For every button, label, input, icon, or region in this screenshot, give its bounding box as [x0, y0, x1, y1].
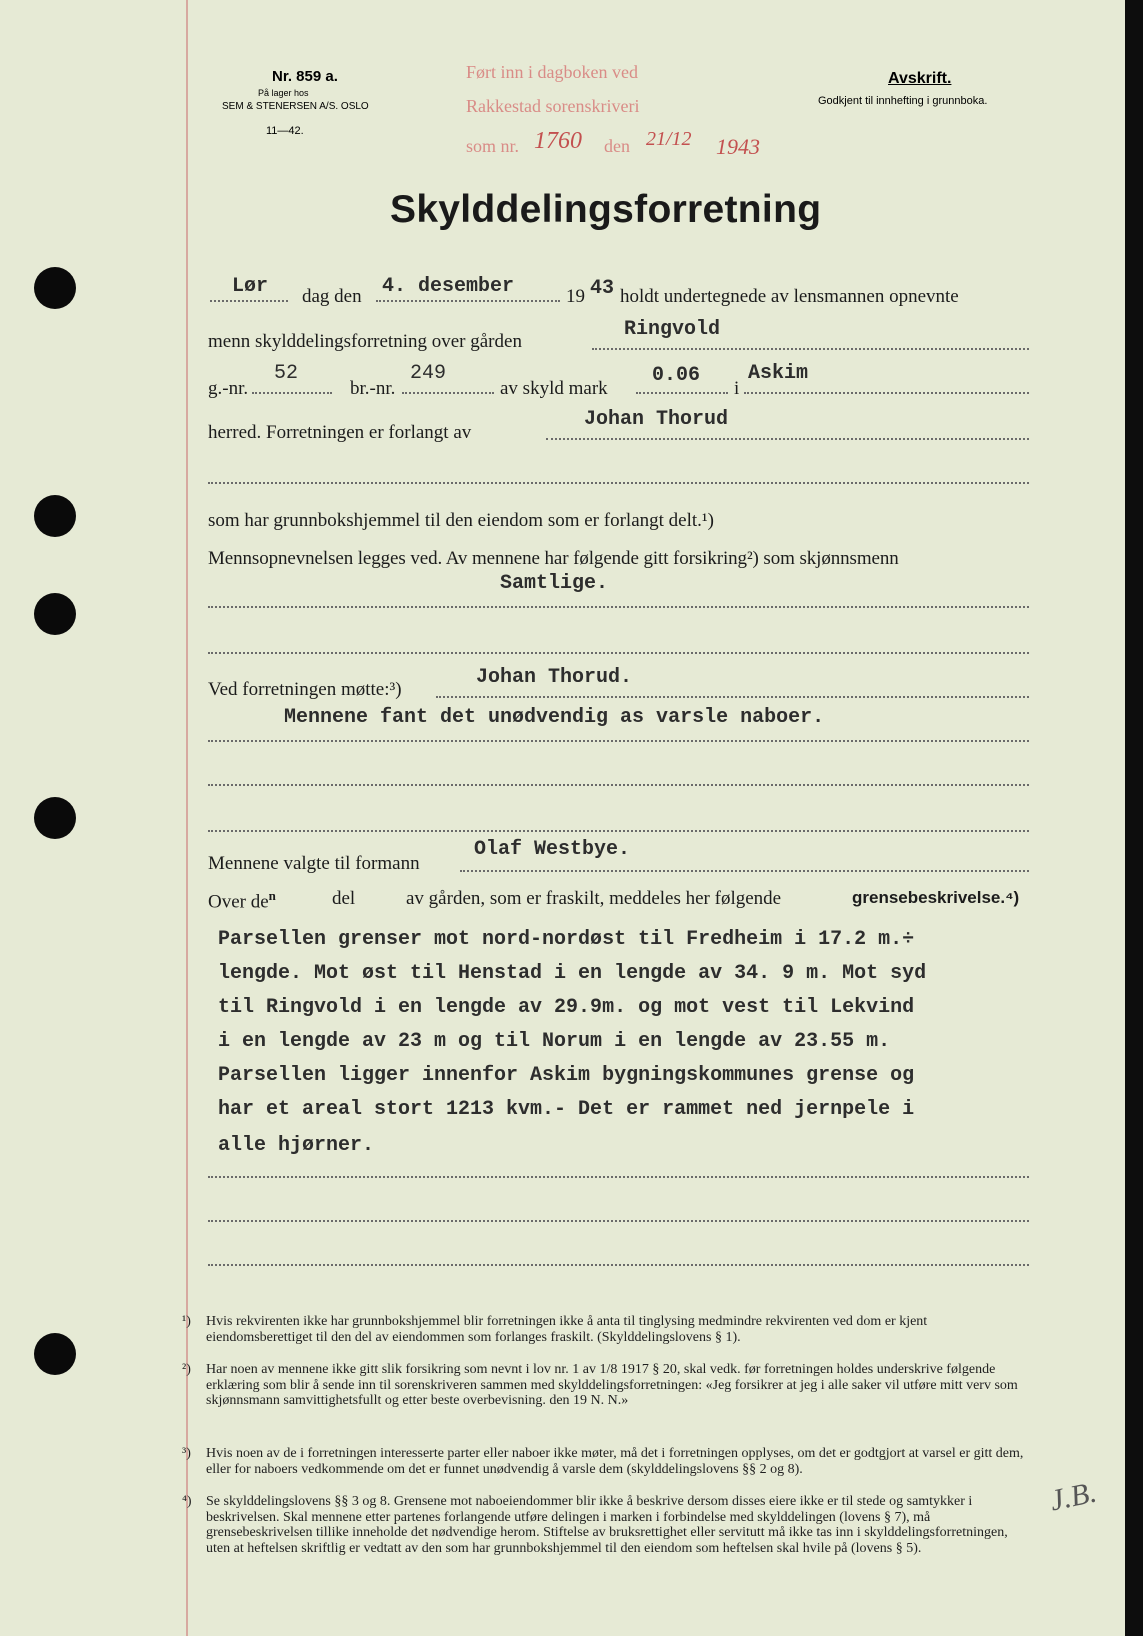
samtlige-value: Samtlige.	[500, 572, 609, 595]
punch-hole	[34, 797, 76, 839]
registry-year: 1943	[716, 134, 760, 159]
formann-value: Olaf Westbye.	[474, 838, 631, 861]
garden-text: av gården, som er fraskilt, meddeles her følgende	[406, 888, 782, 909]
description-line: Parsellen ligger innenfor Askim bygningskommunes grense og	[218, 1064, 915, 1087]
footnote-3: ³) Hvis noen av de i forretningen interesserte parter eller naboer ikke møter, må det i forretningen opplyses, om det er godtgjort at varsel er gitt dem, eller for naboers vedkommende om det er funnet unødvendig å varsle dem (skylddelingslovens §§ 2 og 8).	[182, 1446, 1024, 1477]
grense-heading: grensebeskrivelse.⁴)	[852, 888, 1020, 907]
scan-edge	[1125, 0, 1143, 1636]
bnr-value: 249	[410, 362, 447, 385]
varsle-line: Mennene fant det unødvendig as varsle naboer.	[284, 706, 825, 729]
registry-stamp-line2: Rakkestad sorenskriveri	[466, 96, 640, 116]
weekday-value: Lør	[232, 275, 269, 298]
formann-text: Mennene valgte til formann	[208, 853, 420, 874]
description-line: har et areal stort 1213 kvm.- Det er rammet ned jernpele i	[218, 1098, 915, 1121]
registry-stamp-prefix: som nr.	[466, 136, 520, 156]
description-line: til Ringvold i en lengde av 29.9m. og mot vest til Lekvind	[218, 996, 915, 1019]
footnote-1: ¹) Hvis rekvirenten ikke har grunnbokshjemmel blir forretningen ikke å anta til tinglysing medmindre rekvirenten ved dom er kjent eiendomsberettiget til den del av eiendommen som forlanges fraskilt. (Skylddelingslovens § 1).	[182, 1314, 928, 1345]
registry-stamp-den: den	[604, 136, 630, 156]
punch-hole	[34, 267, 76, 309]
description-line: alle hjørner.	[218, 1134, 375, 1157]
margin-initials: J.B.	[1046, 1475, 1100, 1518]
grunnbok-text: som har grunnbokshjemmel til den eiendom som er forlangt delt.¹)	[208, 510, 714, 531]
punch-hole	[34, 593, 76, 635]
i-label: i	[734, 378, 740, 399]
farm-name: Ringvold	[624, 318, 721, 341]
description-line: i en lengde av 23 m og til Norum i en lengde av 23.55 m.	[218, 1030, 891, 1053]
herred-name: Askim	[748, 362, 809, 385]
motte-value: Johan Thorud.	[476, 666, 633, 689]
avskrift-label: Avskrift.	[888, 70, 952, 87]
punch-hole	[34, 495, 76, 537]
gnr-value: 52	[274, 362, 299, 385]
description-line: lengde. Mot øst til Henstad i en lengde av 34. 9 m. Mot syd	[218, 962, 927, 985]
punch-hole	[34, 1333, 76, 1375]
printer-date: 11—42.	[266, 125, 304, 137]
holdt-text: holdt undertegnede av lensmannen opnevnte	[620, 286, 959, 307]
motte-text: Ved forretningen møtte:³)	[208, 679, 402, 700]
footnote-2: ²) Har noen av mennene ikke gitt slik forsikring som nevnt i lov nr. 1 av 1/8 1917 § 20, skal vedk. før forretningen holdes underskrive følgende erklæring som blir å sende inn til sorenskriveren sammen med skylddelingsforretningen: «Jeg forsikrer at jeg i alle saker vil utføre mitt verv som skjønnsmann samvittighetsfullt og etter beste overbevisning. den 19 N. N.»	[182, 1362, 1018, 1409]
del-text: del	[332, 888, 356, 909]
approval-note: Godkjent til innhefting i grunnboka.	[818, 95, 988, 107]
year-prefix: 19	[566, 286, 585, 307]
menn-text: menn skylddelingsforretning over gården	[208, 331, 522, 352]
form-number: Nr. 859 a.	[272, 68, 338, 85]
bnr-label: br.-nr.	[350, 378, 396, 399]
page-title: Skylddelingsforretning	[390, 188, 822, 231]
mennsopp-text: Mennsopnevnelsen legges ved. Av mennene har følgende gitt forsikring²) som skjønnsmenn	[208, 548, 899, 569]
margin-rule	[186, 0, 188, 1636]
printer-line: På lager hos	[258, 88, 309, 98]
description-line: Parsellen grenser mot nord-nordøst til Fredheim i 17.2 m.÷	[218, 928, 915, 951]
footnote-4: ⁴) Se skylddelingslovens §§ 3 og 8. Grensene mot naboeiendommer blir ikke å beskrive dersom disses eiere ikke er til stede og samtykker i beskrivelsen. Skal mennene etter partenes forlangende utføre delingen i marken i forbindelse med skylddelingen (lovens § 7), må grensebeskrivelsen tillike inneholde det nødvendige herom. Stiftelse av bruksrettighet eller servitutt må ikke tas inn i skylddelingsforretningen, uten at heftelsen skriftlig er vedtatt av den som har grunnbokshjemmel til den eiendom som heftelsen skal hvile på (lovens § 5).	[182, 1494, 1008, 1556]
date-value: 4. desember	[382, 275, 515, 298]
dag-den-label: dag den	[302, 286, 362, 307]
over-text: Over $de^n$	[208, 888, 276, 913]
skyld-label: av skyld mark	[500, 378, 608, 399]
printer-name: SEM & STENERSEN A/S. OSLO	[222, 101, 369, 112]
registry-stamp-line1: Ført inn i dagboken ved	[466, 62, 638, 82]
requester: Johan Thorud	[584, 408, 729, 431]
skyld-value: 0.06	[652, 364, 701, 387]
gnr-label: g.-nr.	[208, 378, 249, 399]
herred-text: herred. Forretningen er forlangt av	[208, 422, 472, 443]
registry-date: 21/12	[646, 128, 692, 150]
year-value: 43	[590, 277, 615, 300]
registry-number: 1760	[534, 128, 582, 154]
